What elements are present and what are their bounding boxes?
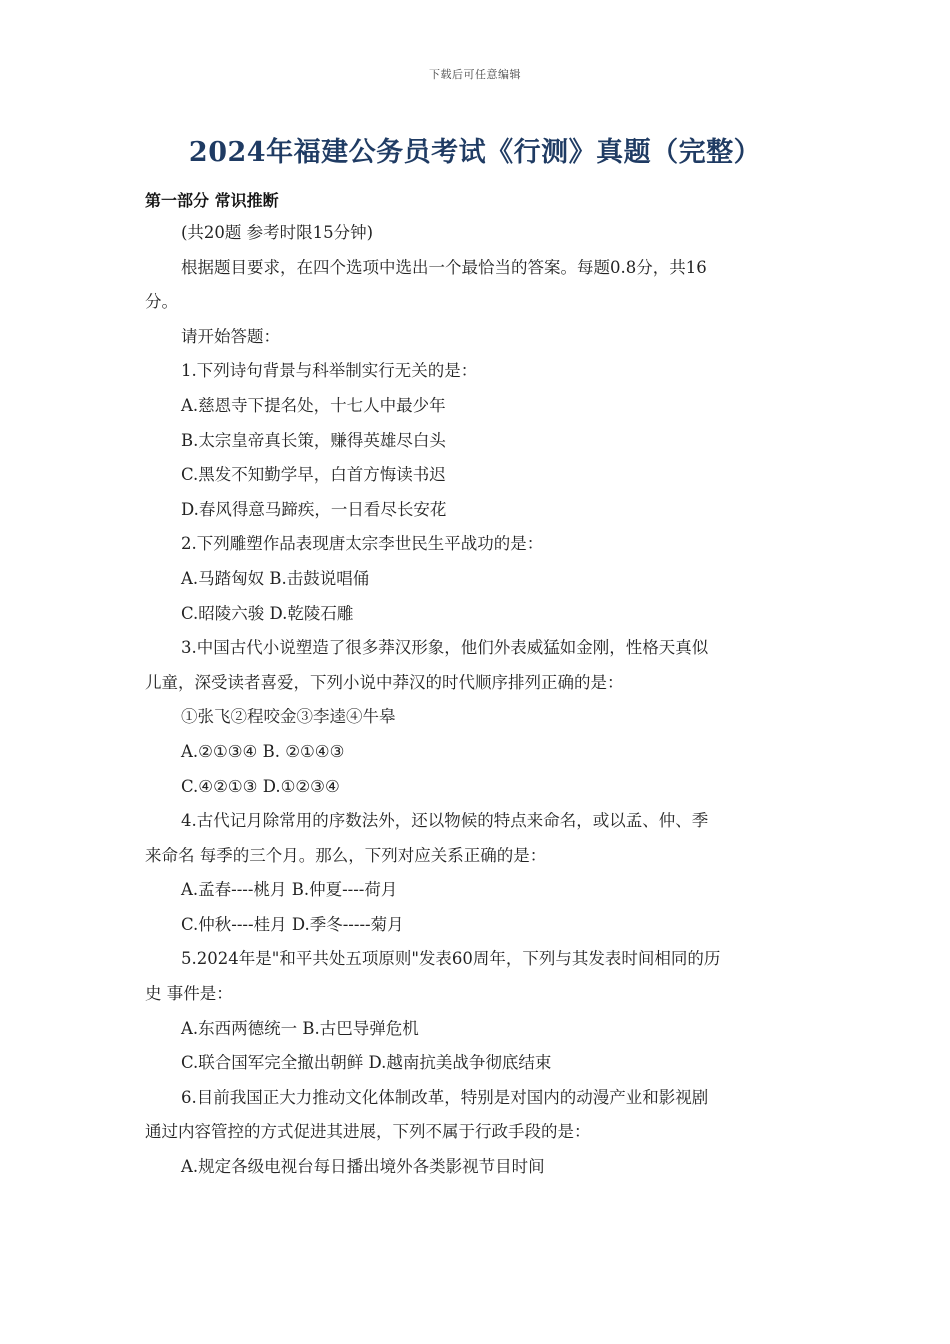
question-option: A.马踏匈奴 B.击鼓说唱俑 xyxy=(181,568,370,588)
document-title: 2024年福建公务员考试《行测》真题（完整） xyxy=(188,137,762,168)
question-option: A.孟春----桃月 B.仲夏----荷月 xyxy=(181,880,398,900)
question-stem: 3.中国古代小说塑造了很多莽汉形象，他们外表威猛如金刚，性格天真似 xyxy=(181,638,709,658)
question-option: C.联合国军完全撤出朝鲜 D.越南抗美战争彻底结束 xyxy=(181,1053,552,1073)
section-meta: (共20题 参考时限15分钟) xyxy=(181,223,374,242)
question-stem: 2.下列雕塑作品表现唐太宗李世民生平战功的是： xyxy=(181,534,544,554)
question-stem: 6.目前我国正大力推动文化体制改革，特别是对国内的动漫产业和影视剧 xyxy=(181,1087,709,1107)
question-option: A.慈恩寺下提名处，十七人中最少年 xyxy=(181,395,446,415)
question-option: A.规定各级电视台每日播出境外各类影视节目时间 xyxy=(181,1157,545,1177)
question-stem: 4.古代记月除常用的序数法外，还以物候的特点来命名，或以孟、仲、季 xyxy=(181,811,709,831)
instruction-line: 根据题目要求，在四个选项中选出一个最恰当的答案。每题0.8分，共16 xyxy=(181,257,707,277)
question-option: C.仲秋----桂月 D.季冬-----菊月 xyxy=(181,914,404,934)
instruction-line: 分。 xyxy=(145,292,178,312)
question-option: C.昭陵六骏 D.乾陵石雕 xyxy=(181,603,354,623)
question-stem: 1.下列诗句背景与科举制实行无关的是： xyxy=(181,361,478,381)
question-option: A.②①③④ B. ②①④③ xyxy=(181,741,345,761)
question-option: C.④②①③ D.①②③④ xyxy=(181,776,340,796)
document-body xyxy=(145,186,810,1185)
question-items: ①张飞②程咬金③李逵④牛皋 xyxy=(181,707,396,727)
start-prompt: 请开始答题： xyxy=(181,326,280,346)
question-stem: 儿童，深受读者喜爱，下列小说中莽汉的时代顺序排列正确的是： xyxy=(145,672,624,692)
question-stem: 5.2024年是"和平共处五项原则"发表60周年，下列与其发表时间相同的历 xyxy=(181,949,721,969)
question-stem: 来命名 每季的三个月。那么，下列对应关系正确的是： xyxy=(145,845,547,865)
question-option: D.春风得意马蹄疾，一日看尽长安花 xyxy=(181,499,447,519)
question-option: C.黑发不知勤学早，白首方悔读书迟 xyxy=(181,465,446,485)
question-option: B.太宗皇帝真长策，赚得英雄尽白头 xyxy=(181,430,446,450)
header-note: 下载后可任意编辑 xyxy=(429,68,521,81)
question-option: A.东西两德统一 B.古巴导弹危机 xyxy=(181,1018,419,1038)
question-stem: 通过内容管控的方式促进其进展，下列不属于行政手段的是： xyxy=(145,1122,591,1142)
section-heading: 第一部分 常识推断 xyxy=(145,191,279,210)
question-stem: 史 事件是： xyxy=(145,984,233,1004)
